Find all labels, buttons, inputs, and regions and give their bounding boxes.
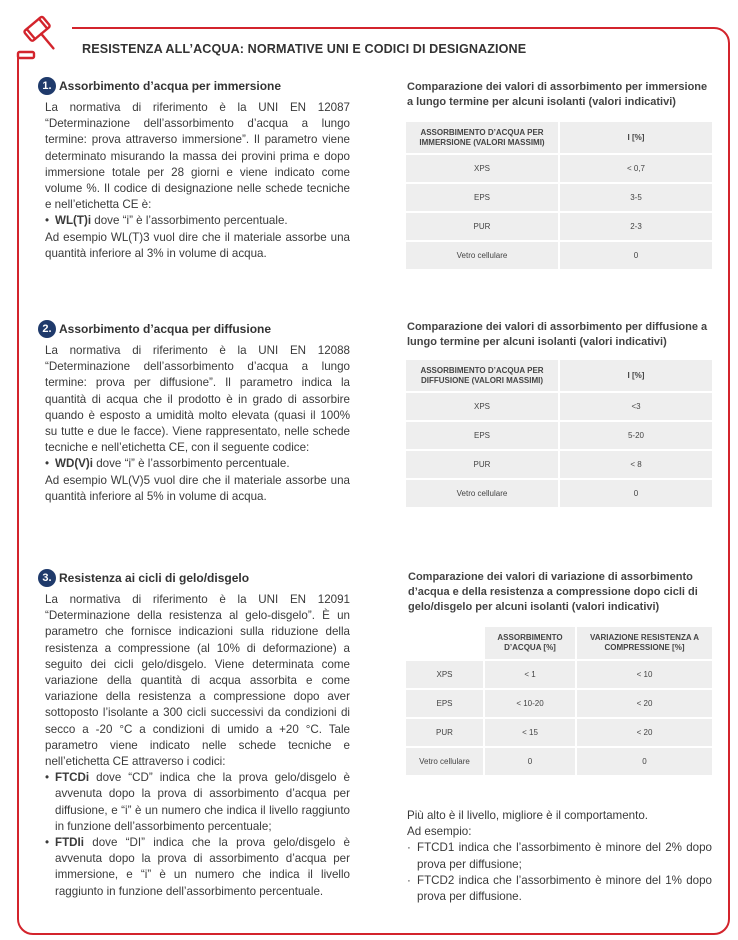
- section-3-title: Resistenza ai cicli di gelo/disgelo: [59, 571, 250, 585]
- closing-item-text: FTCD2 indica che l’assorbimento è minore del 1% dopo prova per diffusione.: [417, 873, 712, 904]
- section-2-heading: [38, 320, 271, 338]
- table-1-caption: Comparazione dei valori di assorbimento per immersione a lungo termine per alcuni isolanti (valori indicativi): [407, 81, 708, 109]
- table-cell: EPS: [406, 422, 558, 449]
- table-cell: PUR: [406, 213, 558, 240]
- section-3-bullet-2-text: dove “DI” indica che la prova gelo/disgelo è avvenuta dopo la prova di assorbimento d’acqua per immersione, e “i” è un numero che indica il livello raggiunto in funzione dell’assorbimento percentuale.: [55, 836, 350, 898]
- table-cell: < 20: [577, 719, 712, 746]
- table-cell: 2-3: [560, 213, 712, 240]
- table-cell: < 10: [577, 661, 712, 688]
- closing-note: [407, 808, 712, 905]
- section-1-number: 1.: [38, 77, 56, 95]
- table-cell: < 20: [577, 690, 712, 717]
- table-cell: <3: [560, 393, 712, 420]
- section-1-heading: [38, 77, 281, 95]
- section-1-title: Assorbimento d’acqua per immersione: [59, 79, 282, 93]
- table-2-caption: Comparazione dei valori di assorbimento per diffusione a lungo termine per alcuni isolanti (valori indicativi): [407, 321, 708, 349]
- section-2-title: Assorbimento d’acqua per diffusione: [59, 322, 272, 336]
- gavel-icon: [12, 8, 68, 64]
- table-1: [404, 120, 714, 271]
- table-cell: 5-20: [560, 422, 712, 449]
- section-1-bullet: • WL(T)i dove “i” è l’assorbimento percentuale.: [45, 214, 288, 228]
- section-3-bullet-2: • FTDIi dove “DI” indica che la prova gelo/disgelo è avvenuta dopo la prova di assorbimento d’acqua per immersione, e “i” è un numero che indica il livello raggiunto in funzione dell’assorbimento percentuale.: [45, 836, 350, 898]
- section-3-body: [45, 592, 350, 900]
- table-row: [406, 184, 712, 211]
- table-row: [406, 451, 712, 478]
- table-cell: PUR: [406, 451, 558, 478]
- table-cell: 0: [560, 480, 712, 507]
- closing-line-2: Ad esempio:: [407, 825, 472, 839]
- table-1-header: I [%]: [560, 122, 712, 153]
- table-cell: < 15: [485, 719, 575, 746]
- table-row: [406, 661, 712, 688]
- table-row: [406, 422, 712, 449]
- table-3-header: VARIAZIONE RESISTENZA A COMPRESSIONE [%]: [577, 627, 712, 659]
- page-title: RESISTENZA ALL’ACQUA: NORMATIVE UNI E CODICI DI DESIGNAZIONE: [82, 42, 527, 56]
- closing-line-1: Più alto è il livello, migliore è il comportamento.: [407, 809, 648, 822]
- section-2-number: 2.: [38, 320, 56, 338]
- section-3-code-2: FTDIi: [55, 836, 84, 850]
- table-row: [406, 242, 712, 269]
- section-2-bullet: • WD(V)i dove “i” è l’assorbimento percentuale.: [45, 457, 290, 471]
- table-cell: Vetro cellulare: [406, 748, 483, 775]
- table-cell: Vetro cellulare: [406, 242, 558, 269]
- closing-item-2: · FTCD2 indica che l’assorbimento è minore del 1% dopo prova per diffusione.: [407, 873, 712, 905]
- table-cell: PUR: [406, 719, 483, 746]
- table-cell: 0: [560, 242, 712, 269]
- table-3-caption: Comparazione dei valori di variazione di assorbimento d’acqua e della resistenza a compressione dopo cicli di gelo/disgelo per alcuni isolanti (valori indicativi): [408, 571, 698, 614]
- table-cell: < 0,7: [560, 155, 712, 182]
- section-3-bullet-1: • FTCDi dove “CD” indica che la prova gelo/disgelo è avvenuta dopo la prova di assorbimento d’acqua per diffusione, e “i” è un numero che indica il livello raggiunto in funzione dell’assorbimento percentuale;: [45, 771, 350, 833]
- table-row: [406, 480, 712, 507]
- closing-item-1: · FTCD1 indica che l’assorbimento è minore del 2% dopo prova per diffusione;: [407, 840, 712, 872]
- closing-item-text: FTCD1 indica che l’assorbimento è minore del 2% dopo prova per diffusione;: [417, 841, 712, 871]
- table-cell: EPS: [406, 690, 483, 717]
- table-2: [404, 358, 714, 509]
- section-1-example: Ad esempio WL(T)3 vuol dire che il materiale assorbe una quantità inferiore al 3% in volume di acqua.: [45, 230, 350, 260]
- section-3-code-1: FTCDi: [55, 771, 90, 785]
- section-1-body: [45, 100, 350, 262]
- table-cell: Vetro cellulare: [406, 480, 558, 507]
- table-cell: 0: [485, 748, 575, 775]
- table-2-header: I [%]: [560, 360, 712, 391]
- table-row: [406, 213, 712, 240]
- section-2-code: WD(V)i: [55, 457, 93, 471]
- table-3-header: ASSORBIMENTO D’ACQUA [%]: [485, 627, 575, 659]
- table-row: [406, 393, 712, 420]
- table-cell: < 10-20: [485, 690, 575, 717]
- table-cell: 3-5: [560, 184, 712, 211]
- section-1-bullet-text: dove “i” è l’assorbimento percentuale.: [91, 214, 288, 228]
- table-3: [404, 625, 714, 777]
- section-3-bullet-1-text: dove “CD” indica che la prova gelo/disgelo è avvenuta dopo la prova di assorbimento d’acqua per diffusione, e “i” è un numero che indica il livello raggiunto in funzione dell’assorbimento percentuale;: [55, 771, 350, 833]
- table-row: [406, 748, 712, 775]
- table-cell: XPS: [406, 393, 558, 420]
- section-2-body: [45, 343, 350, 505]
- section-2-intro: La normativa di riferimento è la UNI EN 12088 “Determinazione dell’assorbimento d’acqua a lungo termine: prova per diffusione”. Il parametro indica la quantità di acqua che il prodotto è in grado di assorbire quando è esposto a umidità molto elevata (quasi il 100% su tutte e due le facce). Viene rappresentato, nelle schede tecniche e nell’etichetta CE, con il seguente codice:: [45, 344, 350, 455]
- table-cell: XPS: [406, 155, 558, 182]
- table-1-header: ASSORBIMENTO D’ACQUA PER IMMERSIONE (VALORI MASSIMI): [406, 122, 558, 153]
- section-2-bullet-text: dove “i” è l’assorbimento percentuale.: [93, 457, 290, 471]
- table-row: [406, 155, 712, 182]
- table-row: [406, 690, 712, 717]
- table-cell: < 1: [485, 661, 575, 688]
- section-3-heading: [38, 569, 249, 587]
- section-1-intro: La normativa di riferimento è la UNI EN 12087 “Determinazione dell’assorbimento d’acqua a lungo termine: prova attraverso immersione”. Il parametro viene determinato misurando la massa dei provini prima e dopo immersione totale per 28 giorni e viene indicato come volume %. Il codice di designazione nelle schede tecniche e nell’etichetta CE è:: [45, 101, 350, 212]
- section-1-code: WL(T)i: [55, 214, 92, 228]
- table-cell: EPS: [406, 184, 558, 211]
- section-3-number: 3.: [38, 569, 56, 587]
- section-2-example: Ad esempio WL(V)5 vuol dire che il materiale assorbe una quantità inferiore al 5% in volume di acqua.: [45, 473, 350, 503]
- table-row: [406, 719, 712, 746]
- table-cell: XPS: [406, 661, 483, 688]
- table-cell: 0: [577, 748, 712, 775]
- table-3-corner: [406, 627, 483, 659]
- table-cell: < 8: [560, 451, 712, 478]
- table-2-header: ASSORBIMENTO D’ACQUA PER DIFFUSIONE (VALORI MASSIMI): [406, 360, 558, 391]
- section-3-intro: La normativa di riferimento è la UNI EN 12091 “Determinazione della resistenza al gelo-disgelo”. È un parametro che fornisce indicazioni sulla riduzione della resistenza a compressione (al 10% di deformazione) a seguito dei cicli gelo/disgelo. Viene determinata come variazione della quantità di acqua assorbita e come variazione della resistenza a compressione dopo aver sottoposto l’isolante a 300 cicli successivi da condizioni di secco a -20 °C a condizioni di umido a +20 °C. Tale parametro viene indicato nelle schede tecniche e nell’etichetta CE attraverso i codici:: [45, 593, 350, 769]
